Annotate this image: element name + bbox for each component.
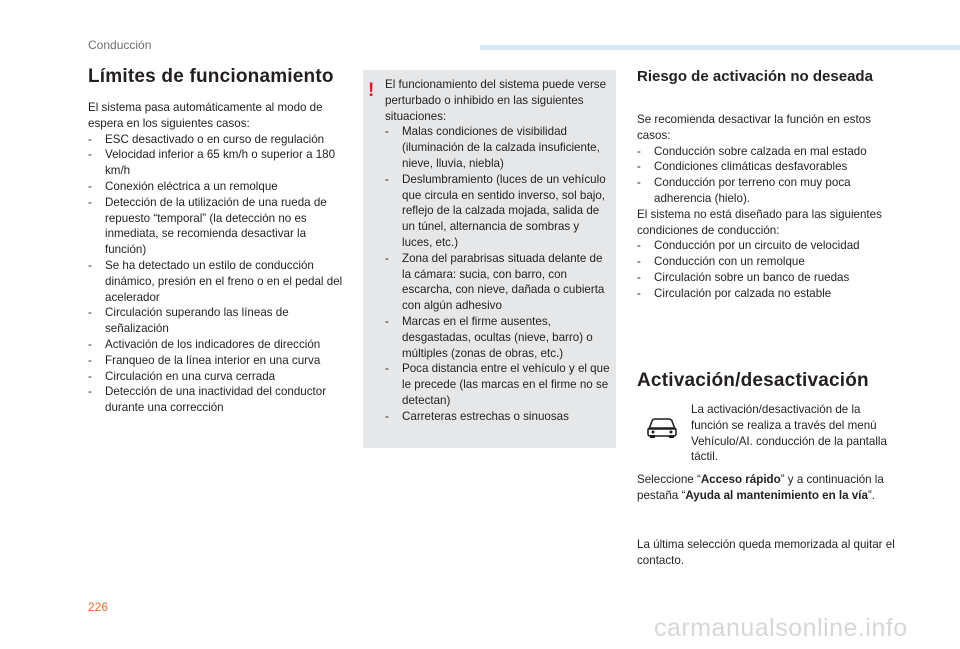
list-item: - ESC desactivado o en curso de regulación	[88, 132, 325, 146]
limits-title: Límites de funcionamiento	[88, 66, 334, 87]
risk-list	[637, 144, 899, 207]
list-item: - Se ha detectado un estilo de conducción dinámico, presión en el freno o en el pedal del acelerador	[88, 258, 343, 304]
activation-title: Activación/desactivación	[637, 370, 869, 391]
list-item: - Circulación en una curva cerrada	[88, 369, 276, 383]
list-item: - Carreteras estrechas o sinuosas	[385, 409, 569, 423]
activation-text: La activación/desactivación de la función se realiza a través del menú Vehículo/AI. conducción de la pantalla táctil.	[691, 403, 887, 464]
list-item: - Franqueo de la línea interior en una curva	[88, 353, 321, 367]
warning-list	[385, 124, 611, 424]
risk-text	[637, 112, 899, 302]
warning-text	[385, 77, 611, 425]
list-item: - Poca distancia entre el vehículo y el que le precede (las marcas en el firme no se detectan)	[385, 362, 610, 407]
list-item: - Condiciones climáticas desfavorables	[637, 160, 848, 174]
list-item: - Activación de los indicadores de dirección	[88, 337, 321, 351]
list-item: - Conducción sobre calzada en mal estado	[637, 144, 867, 158]
limits-intro: El sistema pasa automáticamente al modo de espera en los siguientes casos:	[88, 101, 323, 130]
list-item: - Conducción por un circuito de velocidad	[637, 239, 860, 253]
list-item: - Velocidad inferior a 65 km/h o superior a 180 km/h	[88, 148, 336, 178]
activation-select: Seleccione “Acceso rápido” y a continuación la pestaña “Ayuda al mantenimiento en la vía”.	[637, 473, 884, 502]
car-icon	[646, 416, 678, 440]
list-item: - Conducción con un remolque	[637, 255, 805, 269]
limits-list	[88, 132, 348, 416]
risk-list-2	[637, 238, 899, 301]
risk-intro-2: El sistema no está diseñado para las siguientes condiciones de conducción:	[637, 207, 882, 237]
list-item: - Detección de la utilización de una rueda de repuesto “temporal” (la detección no es inmediata, se recomienda desactivar la función)	[88, 195, 327, 257]
list-item: - Zona del parabrisas situada delante de la cámara: sucia, con barro, con escarcha, con nieve, dañada o cubierta con algún adhesivo	[385, 251, 605, 313]
list-item: - Circulación superando las líneas de señalización	[88, 306, 289, 336]
risk-intro: Se recomienda desactivar la función en estos casos:	[637, 113, 871, 142]
quick-access-label: Acceso rápido	[700, 473, 781, 486]
warning-icon: !	[368, 80, 375, 101]
list-item: - Conexión eléctrica a un remolque	[88, 179, 278, 193]
limits-text	[88, 100, 348, 416]
risk-title: Riesgo de activación no deseada	[637, 68, 873, 85]
list-item: - Circulación por calzada no estable	[637, 286, 832, 300]
warning-intro: El funcionamiento del sistema puede verse perturbado o inhibido en las siguientes situaciones:	[385, 78, 607, 123]
list-item: - Conducción por terreno con muy poca adherencia (hielo).	[637, 176, 851, 205]
list-item: - Circulación sobre un banco de ruedas	[637, 270, 850, 284]
activation-memo: La última selección queda memorizada al quitar el contacto.	[637, 538, 895, 567]
list-item: - Marcas en el firme ausentes, desgastadas, ocultas (nieve, barro) o múltiples (zonas de obras, etc.)	[385, 314, 593, 360]
page-number: 226	[88, 600, 109, 614]
lane-keep-tab-label: Ayuda al mantenimiento en la vía	[685, 488, 868, 502]
list-item: - Detección de una inactividad del conductor durante una corrección	[88, 385, 327, 415]
watermark: carmanualsonline.info	[654, 614, 908, 642]
header-bar	[480, 45, 960, 50]
section-label: Conducción	[88, 38, 152, 52]
list-item: - Deslumbramiento (luces de un vehículo que circula en sentido inverso, sol bajo, reflejo de la calzada mojada, salida de un túnel, alternancia de sombras y luces, etc.)	[385, 172, 606, 249]
list-item: - Malas condiciones de visibilidad (iluminación de la calzada insuficiente, nieve, lluvia, niebla)	[385, 125, 600, 170]
